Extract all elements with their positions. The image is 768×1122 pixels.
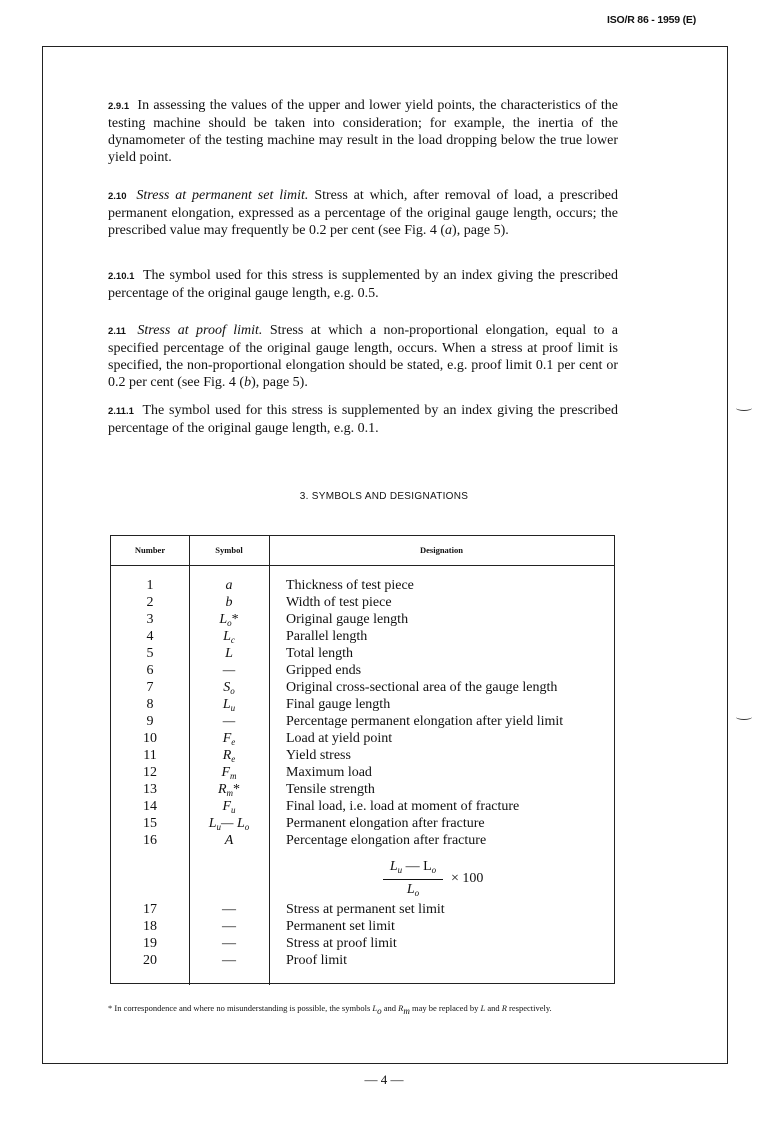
row-number: 17 [143,902,157,917]
table-row [111,815,614,832]
table-row [111,935,614,952]
table-row [111,611,614,628]
table-row [111,798,614,815]
row-symbol: — [222,663,236,678]
clause-number: 2.9.1 [108,101,130,112]
row-symbol: $S_o$ [223,680,235,696]
row-number: 20 [143,953,157,968]
column-header-designation: Designation [420,545,463,555]
row-symbol: $F_u$ [222,799,236,815]
clause-text: The symbol used for this stress is supplemented by an index giving the prescribed percentage of the original gauge length, e.g. 0.5. [108,268,618,301]
table-row [111,781,614,798]
scan-mark [736,405,752,411]
table-row [111,713,614,730]
row-symbol: $F_m$ [221,765,237,781]
header-divider [111,565,614,566]
row-symbol: b [225,595,233,610]
scan-mark [736,714,752,720]
table-row [111,901,614,918]
row-symbol: L [225,646,233,661]
clause-number: 2.11 [108,326,126,337]
row-number: 13 [143,782,157,797]
table-row [111,832,614,849]
table-row [111,764,614,781]
row-number: 12 [143,765,157,780]
section-title: 3. SYMBOLS AND DESIGNATIONS [299,491,469,502]
clause-text: Stress at which a non-proportional elongation, equal to a specified percentage of the original gauge length, occurs. When a stress at proof limit is specified, the non-proportional elongation should be stated, e.g. proof limit 0.1 per cent or 0.2 per cent (see Fig. 4 ( [108,323,619,390]
row-number: 11 [143,748,157,763]
fraction-bar [383,879,443,880]
row-designation: Final load, i.e. load at moment of fracture [286,799,520,814]
paragraph-2-10-1 [108,267,618,302]
row-number: 14 [143,799,157,814]
row-symbol: A [224,833,234,848]
table-row [111,696,614,713]
row-designation: Percentage elongation after fracture [286,833,487,848]
table-row [111,594,614,611]
row-designation: Parallel length [286,629,368,644]
row-number: 5 [146,646,154,661]
clause-number: 2.10.1 [108,271,135,282]
document-code: ISO/R 86 - 1959 (E) [607,14,696,26]
clause-text-end: ), page 5). [251,375,308,390]
clause-title: Stress at permanent set limit. [136,188,309,203]
row-symbol: $L_u$ [222,697,236,713]
table-row [111,628,614,645]
formula-denominator: $L_o$ [406,882,420,898]
row-number: 3 [146,612,154,627]
paragraph-2-11 [108,322,618,391]
row-designation: Final gauge length [286,697,391,712]
formula-multiplier: × 100 [451,871,484,886]
row-number: 19 [143,936,157,951]
row-number: 9 [146,714,154,729]
paragraph-2-10 [108,187,618,239]
clause-title: Stress at proof limit. [137,323,263,338]
row-designation: Total length [286,646,354,661]
row-designation: Stress at permanent set limit [286,902,445,917]
row-number: 2 [146,595,154,610]
row-designation: Permanent set limit [286,919,395,934]
row-symbol: $L_u—$ $L_o$ [208,816,250,832]
paragraph-2-9-1 [108,97,618,166]
row-symbol: — [222,953,236,968]
clause-text: In assessing the values of the upper and lower yield points, the characteristics of the testing machine should be taken into consideration; for example, the inertia of the dynamometer of the testing machine may result in the load dropping below the true lower yield point. [108,98,619,165]
row-symbol: — [222,936,236,951]
row-designation: Permanent elongation after fracture [286,816,485,831]
column-header-symbol: Symbol [215,545,243,555]
column-header-number: Number [134,545,166,555]
row-designation: Thickness of test piece [286,578,414,593]
row-symbol: $L_o*$ [219,612,239,628]
row-symbol: a [225,578,233,593]
row-symbol: $F_e$ [222,731,236,747]
row-designation: Width of test piece [286,595,392,610]
figure-ref: a [445,223,453,238]
clause-text: Stress at which, after removal of load, a prescribed permanent elongation, expressed as a percentage of the original gauge length, occurs; the prescribed value may frequently be 0.2 per cent (see Fig. 4 ( [108,188,619,238]
row-designation: Maximum load [286,765,372,780]
row-designation: Proof limit [286,953,348,968]
table-row [111,730,614,747]
row-designation: Original gauge length [286,612,409,627]
table-row [111,645,614,662]
row-number: 10 [143,731,157,746]
row-symbol: — [222,919,236,934]
row-number: 18 [143,919,157,934]
clause-number: 2.10 [108,191,127,202]
row-designation: Original cross-sectional area of the gauge length [286,680,558,695]
row-symbol: $R_m*$ [217,782,241,798]
row-designation: Percentage permanent elongation after yield limit [286,714,564,729]
table-row [111,679,614,696]
row-number: 7 [146,680,154,695]
row-designation: Yield stress [286,748,351,763]
formula-numerator: $L_u$ — $L_o$ [389,859,437,875]
row-designation: Stress at proof limit [286,936,397,951]
table-row [111,952,614,969]
figure-ref: b [244,375,252,390]
symbols-table [110,535,615,984]
row-symbol: — [222,902,236,917]
row-number: 16 [143,833,157,848]
table-row [111,662,614,679]
row-symbol: $R_e$ [222,748,236,764]
row-number: 6 [146,663,154,678]
row-designation: Tensile strength [286,782,375,797]
row-number: 15 [143,816,157,831]
table-row [111,918,614,935]
row-number: 4 [146,629,154,644]
footnote: * In correspondence and where no misunderstanding is possible, the symbols $L_o$ and $R_m$ may be replaced by L and R respectively. [108,1003,552,1016]
clause-text: The symbol used for this stress is supplemented by an index giving the prescribed percentage of the original gauge length, e.g. 0.1. [108,403,619,436]
row-symbol: — [222,714,236,729]
paragraph-2-11-1 [108,402,618,437]
row-symbol: $L_c$ [223,629,235,645]
row-number: 8 [146,697,154,712]
clause-text-end: ), page 5). [452,223,509,238]
row-designation: Gripped ends [286,663,362,678]
row-designation: Load at yield point [286,731,393,746]
clause-number: 2.11.1 [108,406,134,417]
table-row [111,747,614,764]
row-number: 1 [146,578,154,593]
page-number: — 4 — [364,1072,404,1087]
table-row [111,577,614,594]
